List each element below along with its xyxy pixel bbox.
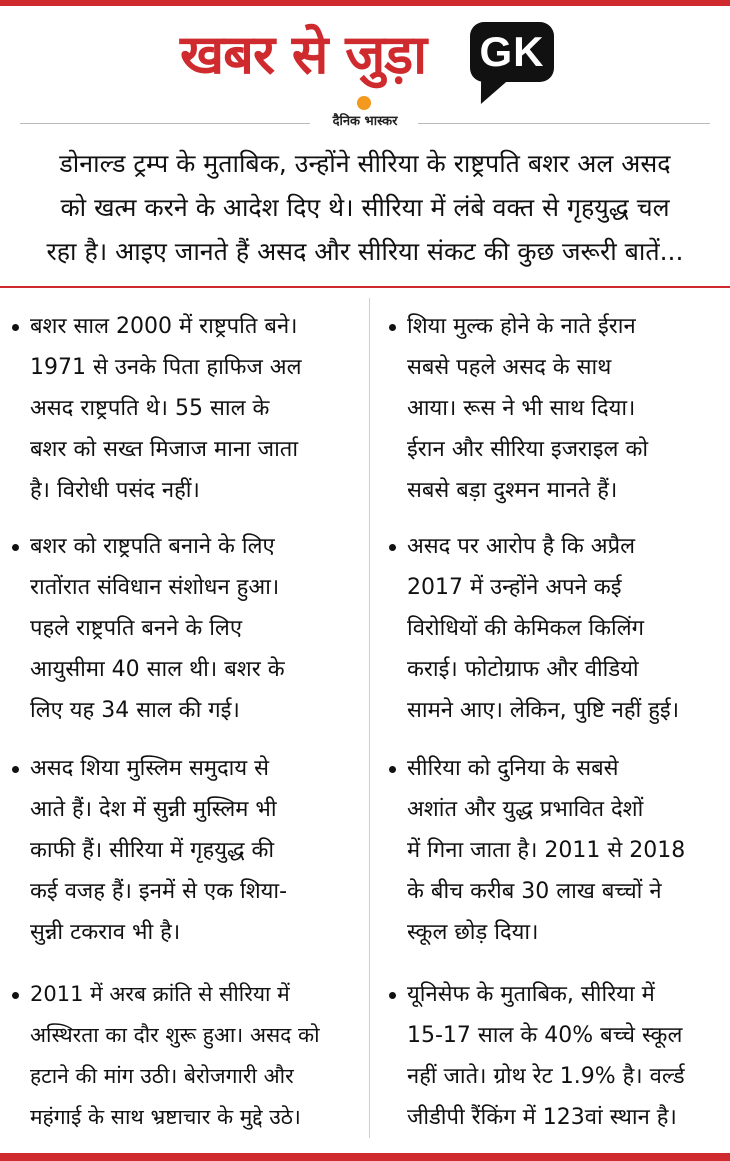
fact-line: रातोंरात संविधान संशोधन हुआ। <box>30 575 280 600</box>
intro-line: को खत्म करने के आदेश दिए थे। सीरिया में लंबे वक्त से गृहयुद्ध चल <box>60 193 670 222</box>
fact-line: बशर को सख्त मिजाज माना जाता <box>30 437 299 462</box>
fact-line: 2011 में अरब क्रांति से सीरिया में <box>30 982 290 1006</box>
bullet-icon <box>12 324 19 331</box>
section-divider <box>0 286 730 288</box>
fact-line: सबसे बड़ा दुश्मन मानते हैं। <box>407 478 618 503</box>
intro-line: डोनाल्ड ट्रम्प के मुताबिक, उन्होंने सीरिया के राष्ट्रपति बशर अल असद <box>59 149 671 178</box>
fact-line: लिए यह 34 साल की गई। <box>30 698 240 723</box>
bottom-accent-rule <box>0 1153 730 1161</box>
fact-line: असद राष्ट्रपति थे। 55 साल के <box>30 396 270 421</box>
fact-line: कई वजह हैं। इनमें से एक शिया- <box>30 879 288 904</box>
fact-line: पहले राष्ट्रपति बनने के लिए <box>30 616 243 641</box>
fact-line: अस्थिरता का दौर शुरू हुआ। असद को <box>30 1023 320 1047</box>
sun-logo-icon <box>357 96 371 110</box>
fact-line: सामने आए। लेकिन, पुष्टि नहीं हुई। <box>407 698 680 723</box>
intro-paragraph <box>16 142 714 274</box>
fact-line: हटाने की मांग उठी। बेरोजगारी और <box>30 1064 294 1088</box>
fact-line: 1971 से उनके पिता हाफिज अल <box>30 355 302 380</box>
fact-line: में गिना जाता है। 2011 से 2018 <box>407 838 686 863</box>
fact-line: काफी हैं। सीरिया में गृहयुद्ध की <box>30 838 275 863</box>
fact-line: स्कूल छोड़ दिया। <box>407 920 539 945</box>
bullet-icon <box>389 992 396 999</box>
fact-line: महंगाई के साथ भ्रष्टाचार के मुद्दे उठे। <box>30 1105 301 1129</box>
bullet-icon <box>12 544 19 551</box>
headline: खबर से जुड़ा <box>180 23 427 86</box>
fact-line: आते हैं। देश में सुन्नी मुस्लिम भी <box>30 797 277 822</box>
fact-line: शिया मुल्क होने के नाते ईरान <box>407 314 636 339</box>
fact-line: बशर साल 2000 में राष्ट्रपति बने। <box>30 314 298 339</box>
bullet-icon <box>389 544 396 551</box>
fact-line: असद शिया मुस्लिम समुदाय से <box>30 756 269 781</box>
fact-line: आया। रूस ने भी साथ दिया। <box>407 396 636 421</box>
brand-rule-right <box>418 123 710 124</box>
fact-line: ईरान और सीरिया इजराइल को <box>407 437 649 462</box>
bullet-icon <box>389 324 396 331</box>
fact-line: है। विरोधी पसंद नहीं। <box>30 478 200 503</box>
fact-line: नहीं जाते। ग्रोथ रेट 1.9% है। वर्ल्ड <box>407 1064 685 1089</box>
column-divider <box>369 298 370 1138</box>
brand-logo: दैनिक भास्कर <box>332 114 398 129</box>
fact-line: सबसे पहले असद के साथ <box>407 355 612 380</box>
fact-line: सुन्नी टकराव भी है। <box>30 920 181 945</box>
intro-line: रहा है। आइए जानते हैं असद और सीरिया संकट की कुछ जरूरी बातें... <box>46 237 684 266</box>
fact-line: के बीच करीब 30 लाख बच्चों ने <box>407 879 662 904</box>
bullet-icon <box>12 992 19 999</box>
fact-line: यूनिसेफ के मुताबिक, सीरिया में <box>407 982 655 1007</box>
fact-line: आयुसीमा 40 साल थी। बशर के <box>30 657 285 682</box>
fact-line: 2017 में उन्होंने अपने कई <box>407 575 622 600</box>
fact-line: 15-17 साल के 40% बच्चे स्कूल <box>407 1023 683 1048</box>
fact-line: जीडीपी रैंकिंग में 123वां स्थान है। <box>407 1105 677 1130</box>
bullet-icon <box>12 766 19 773</box>
top-accent-rule <box>0 0 730 6</box>
gk-speech-bubble-icon: GK <box>470 22 554 82</box>
brand-rule-left <box>20 123 310 124</box>
bullet-icon <box>389 766 396 773</box>
fact-line: असद पर आरोप है कि अप्रैल <box>407 534 636 559</box>
fact-line: सीरिया को दुनिया के सबसे <box>407 756 619 781</box>
fact-line: कराई। फोटोग्राफ और वीडियो <box>407 657 639 682</box>
fact-line: अशांत और युद्ध प्रभावित देशों <box>407 797 644 822</box>
fact-line: बशर को राष्ट्रपति बनाने के लिए <box>30 534 275 559</box>
fact-line: विरोधियों की केमिकल किलिंग <box>407 616 645 641</box>
header <box>0 14 730 104</box>
